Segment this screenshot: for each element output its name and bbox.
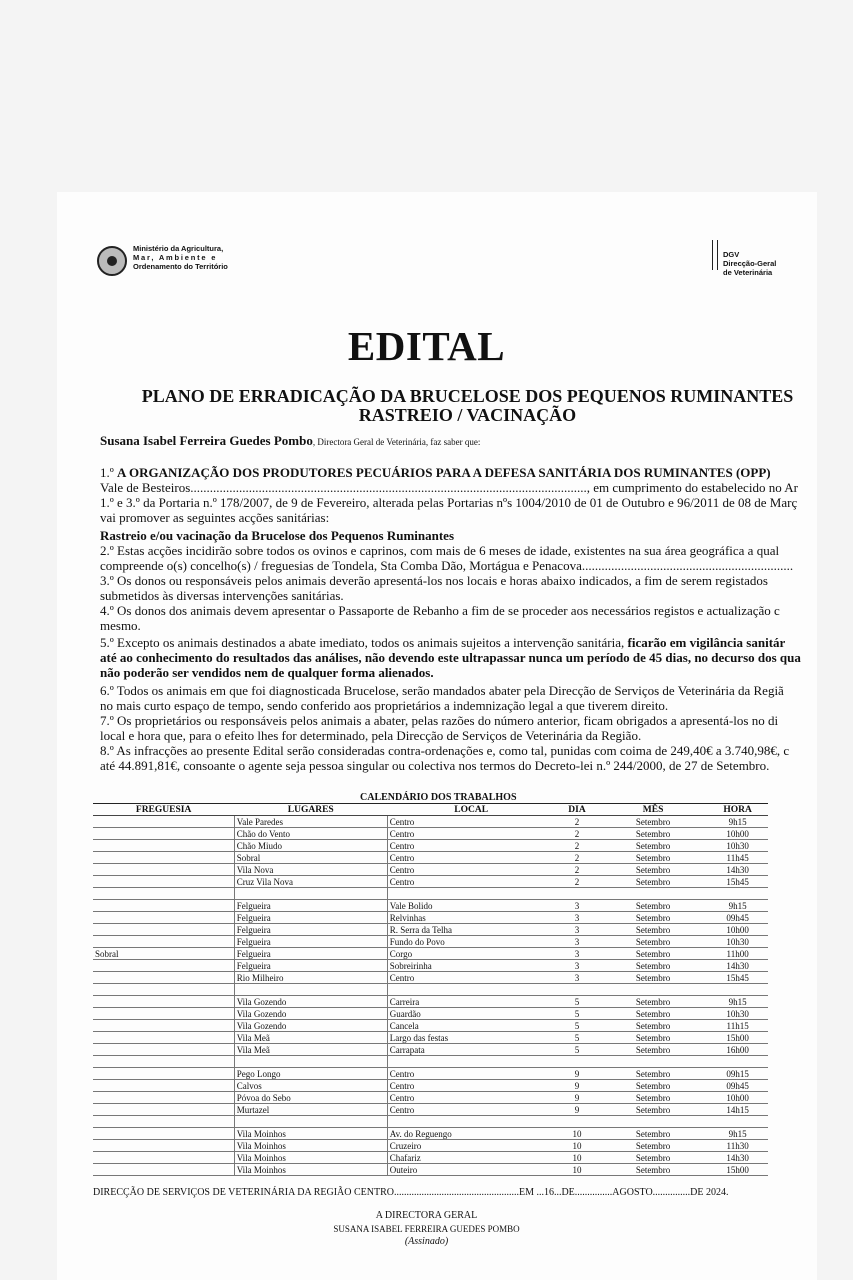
calendar-body xyxy=(93,816,768,1176)
cell-lugar xyxy=(234,1116,387,1128)
cell-dia: 9 xyxy=(555,1092,599,1104)
paragraph-6-line-2: no mais curto espaço de tempo, sendo conferido aos proprietários a indemnização legal a que tiverem direito. xyxy=(100,698,669,713)
table-row xyxy=(93,1092,768,1104)
cell-freguesia xyxy=(93,828,234,840)
cell-local: Centro xyxy=(387,852,555,864)
p1-organization: A ORGANIZAÇÃO DOS PRODUTORES PECUÁRIOS PARA A DEFESA SANITÁRIA DOS RUMINANTES (OPP) xyxy=(117,465,771,480)
cell-freguesia xyxy=(93,1044,234,1056)
cell-local: Centro xyxy=(387,972,555,984)
cell-freguesia xyxy=(93,888,234,900)
cell-local xyxy=(387,888,555,900)
cell-freguesia xyxy=(93,864,234,876)
dgv-line-3: de Veterinária xyxy=(723,268,773,277)
cell-freguesia xyxy=(93,1164,234,1176)
cell-dia: 3 xyxy=(555,948,599,960)
paragraph-3-line-2: submetidos às diversas intervenções sanitárias. xyxy=(100,588,344,603)
cell-local: Guardão xyxy=(387,1008,555,1020)
cell-lugar xyxy=(234,888,387,900)
cell-local: Centro xyxy=(387,828,555,840)
ministry-line-3: Ordenamento do Território xyxy=(133,262,228,271)
cell-hora: 9h15 xyxy=(707,900,768,912)
cell-local: Cruzeiro xyxy=(387,1140,555,1152)
cell-freguesia xyxy=(93,876,234,888)
section-heading: Rastreio e/ou vacinação da Brucelose dos Pequenos Ruminantes xyxy=(100,528,455,543)
cell-freguesia xyxy=(93,972,234,984)
cell-mes: Setembro xyxy=(599,828,707,840)
cell-hora: 11h15 xyxy=(707,1020,768,1032)
cell-dia: 5 xyxy=(555,1044,599,1056)
cell-freguesia xyxy=(93,1092,234,1104)
cell-freguesia xyxy=(93,984,234,996)
cell-mes: Setembro xyxy=(599,1032,707,1044)
cell-local: Cancela xyxy=(387,1020,555,1032)
cell-local: R. Serra da Telha xyxy=(387,924,555,936)
cell-local: Centro xyxy=(387,1092,555,1104)
cell-local: Av. do Reguengo xyxy=(387,1128,555,1140)
cell-freguesia xyxy=(93,1116,234,1128)
cell-local: Carrapata xyxy=(387,1044,555,1056)
table-row xyxy=(93,1068,768,1080)
cell-freguesia xyxy=(93,1020,234,1032)
cell-local: Centro xyxy=(387,1104,555,1116)
table-row xyxy=(93,972,768,984)
table-row xyxy=(93,948,768,960)
paragraph-7-line-1: 7.º Os proprietários ou responsáveis pelos animais a abater, pelas razões do número anterior, ficam obrigados a apresentá-los no di xyxy=(100,713,779,728)
cell-lugar: Vale Paredes xyxy=(234,816,387,828)
cell-mes: Setembro xyxy=(599,1068,707,1080)
table-row xyxy=(93,1164,768,1176)
cell-local: Centro xyxy=(387,840,555,852)
table-row xyxy=(93,900,768,912)
cell-lugar: Felgueira xyxy=(234,912,387,924)
cell-dia: 3 xyxy=(555,900,599,912)
cell-freguesia: Sobral xyxy=(93,948,234,960)
paragraph-8-line-1: 8.º As infracções ao presente Edital serão consideradas contra-ordenações e, como tal, punidas com coima de 249,40€ a 3.740,98€, c xyxy=(100,743,790,758)
cell-hora xyxy=(707,984,768,996)
table-row xyxy=(93,840,768,852)
cell-lugar: Vila Meã xyxy=(234,1044,387,1056)
cell-dia: 3 xyxy=(555,924,599,936)
table-row xyxy=(93,828,768,840)
cell-mes: Setembro xyxy=(599,1092,707,1104)
cell-dia: 10 xyxy=(555,1140,599,1152)
cell-lugar: Póvoa do Sebo xyxy=(234,1092,387,1104)
cell-mes: Setembro xyxy=(599,936,707,948)
cell-hora: 9h15 xyxy=(707,1128,768,1140)
cell-lugar: Vila Moinhos xyxy=(234,1140,387,1152)
cell-hora: 15h00 xyxy=(707,1164,768,1176)
cell-hora: 15h45 xyxy=(707,876,768,888)
cell-lugar xyxy=(234,1056,387,1068)
cell-lugar: Chão do Vento xyxy=(234,828,387,840)
cell-dia: 2 xyxy=(555,816,599,828)
cell-dia: 9 xyxy=(555,1068,599,1080)
cell-lugar: Murtazel xyxy=(234,1104,387,1116)
cell-hora: 16h00 xyxy=(707,1044,768,1056)
table-row xyxy=(93,816,768,828)
cell-hora: 10h00 xyxy=(707,924,768,936)
cell-hora xyxy=(707,1116,768,1128)
cell-mes: Setembro xyxy=(599,1044,707,1056)
paragraph-1-line-3: 1.º e 3.º da Portaria n.º 178/2007, de 9 de Fevereiro, alterada pelas Portarias nºs 1004/2010 de 01 de Outubro e 96/2011 de 08 de Març xyxy=(100,495,798,510)
intro-rest: , Directora Geral de Veterinária, faz saber que: xyxy=(312,437,481,447)
cell-dia xyxy=(555,1116,599,1128)
subtitle-2: RASTREIO / VACINAÇÃO xyxy=(358,405,577,425)
paragraph-3-line-1: 3.º Os donos ou responsáveis pelos animais deverão apresentá-los nos locais e horas abaixo indicados, a fim de serem registados xyxy=(100,573,768,588)
cell-local: Centro xyxy=(387,1080,555,1092)
cell-local xyxy=(387,1116,555,1128)
government-seal-icon xyxy=(97,246,127,276)
cell-mes: Setembro xyxy=(599,840,707,852)
table-row xyxy=(93,1140,768,1152)
col-local: LOCAL xyxy=(387,804,555,816)
dgv-header xyxy=(723,250,776,277)
cell-dia: 9 xyxy=(555,1080,599,1092)
cell-hora: 15h00 xyxy=(707,1032,768,1044)
cell-dia: 10 xyxy=(555,1128,599,1140)
paragraph-4-line-1: 4.º Os donos dos animais devem apresentar o Passaporte de Rebanho a fim de se proceder aos necessários registos e actualização c xyxy=(100,603,780,618)
table-row xyxy=(93,936,768,948)
cell-local: Carreira xyxy=(387,996,555,1008)
cell-mes xyxy=(599,1056,707,1068)
cell-mes xyxy=(599,1116,707,1128)
cell-mes xyxy=(599,888,707,900)
cell-mes: Setembro xyxy=(599,924,707,936)
cell-lugar: Cruz Vila Nova xyxy=(234,876,387,888)
ministry-line-1: Ministério da Agricultura, xyxy=(133,244,224,253)
cell-freguesia xyxy=(93,1140,234,1152)
cell-freguesia xyxy=(93,1032,234,1044)
cell-freguesia xyxy=(93,912,234,924)
cell-local: Largo das festas xyxy=(387,1032,555,1044)
table-row xyxy=(93,1032,768,1044)
cell-freguesia xyxy=(93,1068,234,1080)
cell-mes: Setembro xyxy=(599,996,707,1008)
dgv-logo-icon xyxy=(712,240,718,270)
paragraph-4-line-2: mesmo. xyxy=(100,618,141,633)
cell-lugar: Calvos xyxy=(234,1080,387,1092)
paragraph-6-line-1: 6.º Todos os animais em que foi diagnosticada Brucelose, serão mandados abater pela Direcção de Serviços de Veterinária da Regiã xyxy=(100,683,784,698)
cell-dia: 3 xyxy=(555,936,599,948)
cell-hora: 10h00 xyxy=(707,1092,768,1104)
cell-lugar: Sobral xyxy=(234,852,387,864)
cell-dia: 3 xyxy=(555,960,599,972)
cell-freguesia xyxy=(93,1080,234,1092)
ministry-header xyxy=(133,244,228,271)
cell-mes: Setembro xyxy=(599,852,707,864)
cell-mes xyxy=(599,984,707,996)
cell-hora: 14h30 xyxy=(707,960,768,972)
table-row xyxy=(93,984,768,996)
cell-lugar: Rio Milheiro xyxy=(234,972,387,984)
ministry-line-2: Mar, Ambiente e xyxy=(133,253,218,262)
cell-hora xyxy=(707,888,768,900)
cell-local: Centro xyxy=(387,1068,555,1080)
cell-freguesia xyxy=(93,924,234,936)
table-row xyxy=(93,1020,768,1032)
cell-hora: 11h45 xyxy=(707,852,768,864)
cell-mes: Setembro xyxy=(599,972,707,984)
cell-freguesia xyxy=(93,1056,234,1068)
table-row xyxy=(93,1116,768,1128)
cell-lugar: Vila Moinhos xyxy=(234,1128,387,1140)
cell-mes: Setembro xyxy=(599,876,707,888)
paragraph-1-line-1 xyxy=(100,466,771,480)
table-row xyxy=(93,1152,768,1164)
cell-lugar: Chão Miudo xyxy=(234,840,387,852)
cell-mes: Setembro xyxy=(599,1104,707,1116)
cell-hora: 15h45 xyxy=(707,972,768,984)
cell-dia xyxy=(555,1056,599,1068)
cell-lugar: Vila Gozendo xyxy=(234,996,387,1008)
cell-local: Sobreirinha xyxy=(387,960,555,972)
cell-hora: 9h15 xyxy=(707,816,768,828)
cell-dia: 5 xyxy=(555,1020,599,1032)
cell-mes: Setembro xyxy=(599,1152,707,1164)
cell-local: Outeiro xyxy=(387,1164,555,1176)
table-row xyxy=(93,960,768,972)
cell-freguesia xyxy=(93,852,234,864)
cell-hora: 09h45 xyxy=(707,1080,768,1092)
table-row xyxy=(93,888,768,900)
cell-freguesia xyxy=(93,996,234,1008)
calendar-table xyxy=(93,803,768,1176)
cell-freguesia xyxy=(93,960,234,972)
table-row xyxy=(93,1104,768,1116)
cell-lugar: Felgueira xyxy=(234,924,387,936)
cell-dia: 10 xyxy=(555,1164,599,1176)
cell-dia: 5 xyxy=(555,1032,599,1044)
paragraph-1-line-4: vai promover as seguintes acções sanitárias: xyxy=(100,510,330,525)
dgv-line-2: Direcção-Geral xyxy=(723,259,777,268)
paragraph-2-line-1: 2.º Estas acções incidirão sobre todos os ovinos e caprinos, com mais de 6 meses de idade, existentes na sua área geográfica a qual xyxy=(100,543,780,558)
cell-hora: 10h00 xyxy=(707,828,768,840)
col-hora: HORA xyxy=(707,804,768,816)
cell-lugar: Vila Meã xyxy=(234,1032,387,1044)
cell-dia: 9 xyxy=(555,1104,599,1116)
cell-freguesia xyxy=(93,1008,234,1020)
cell-mes: Setembro xyxy=(599,1164,707,1176)
cell-local: Relvinhas xyxy=(387,912,555,924)
cell-lugar: Pego Longo xyxy=(234,1068,387,1080)
director-name: Susana Isabel Ferreira Guedes Pombo xyxy=(100,433,313,448)
intro-line xyxy=(100,434,480,449)
cell-mes: Setembro xyxy=(599,900,707,912)
table-row xyxy=(93,912,768,924)
paragraph-5-line-1 xyxy=(100,636,785,650)
cell-freguesia xyxy=(93,900,234,912)
cell-dia: 3 xyxy=(555,972,599,984)
cell-local: Fundo do Povo xyxy=(387,936,555,948)
cell-dia: 2 xyxy=(555,852,599,864)
paragraph-7-line-2: local e hora que, para o efeito lhes for determinado, pela Direcção de Serviços de Veterinária da Região. xyxy=(100,728,642,743)
cell-dia: 2 xyxy=(555,828,599,840)
cell-freguesia xyxy=(93,1128,234,1140)
cell-lugar: Vila Moinhos xyxy=(234,1152,387,1164)
table-row xyxy=(93,924,768,936)
cell-hora: 09h45 xyxy=(707,912,768,924)
cell-dia xyxy=(555,888,599,900)
cell-mes: Setembro xyxy=(599,1140,707,1152)
cell-local: Centro xyxy=(387,816,555,828)
cell-hora: 10h30 xyxy=(707,936,768,948)
calendar-title: CALENDÁRIO DOS TRABALHOS xyxy=(360,792,517,803)
paragraph-5-line-3: não poderão ser vendidos nem de qualquer forma alienados. xyxy=(100,665,434,680)
cell-mes: Setembro xyxy=(599,816,707,828)
cell-freguesia xyxy=(93,1152,234,1164)
cell-mes: Setembro xyxy=(599,1020,707,1032)
cell-lugar: Vila Gozendo xyxy=(234,1008,387,1020)
table-row xyxy=(93,852,768,864)
p5-text: 5.º Excepto os animais destinados a abate imediato, todos os animais sujeitos a intervenção sanitária, xyxy=(100,635,628,650)
cell-freguesia xyxy=(93,936,234,948)
signature-title: A DIRECTORA GERAL xyxy=(375,1210,478,1221)
paragraph-1-line-2: Vale de Besteiros.........................................................................................................................., em cumprimento do estabelecido no Ar xyxy=(100,480,798,495)
cell-hora: 10h30 xyxy=(707,840,768,852)
calendar-header-row xyxy=(93,804,768,816)
paragraph-2-line-2: compreende o(s) concelho(s) / freguesias de Tondela, Sta Comba Dão, Mortágua e Penacova................................................................. xyxy=(100,558,794,573)
cell-hora: 14h30 xyxy=(707,864,768,876)
signature-note: (Assinado) xyxy=(404,1236,449,1247)
table-row xyxy=(93,876,768,888)
table-row xyxy=(93,1008,768,1020)
p1-number: 1.º xyxy=(100,465,118,480)
cell-dia: 2 xyxy=(555,876,599,888)
p5-bold-text: ficarão em vigilância sanitár xyxy=(627,635,786,650)
cell-lugar: Vila Gozendo xyxy=(234,1020,387,1032)
cell-mes: Setembro xyxy=(599,1008,707,1020)
cell-local xyxy=(387,1056,555,1068)
cell-mes: Setembro xyxy=(599,912,707,924)
cell-dia: 5 xyxy=(555,996,599,1008)
cell-mes: Setembro xyxy=(599,948,707,960)
table-row xyxy=(93,996,768,1008)
cell-local: Vale Bolido xyxy=(387,900,555,912)
cell-lugar: Felgueira xyxy=(234,936,387,948)
table-row xyxy=(93,1080,768,1092)
cell-mes: Setembro xyxy=(599,1128,707,1140)
cell-hora: 14h15 xyxy=(707,1104,768,1116)
cell-dia: 3 xyxy=(555,912,599,924)
col-dia: DIA xyxy=(555,804,599,816)
cell-lugar: Felgueira xyxy=(234,960,387,972)
cell-lugar: Felgueira xyxy=(234,900,387,912)
cell-local xyxy=(387,984,555,996)
cell-freguesia xyxy=(93,816,234,828)
cell-mes: Setembro xyxy=(599,1080,707,1092)
paragraph-5-line-2: até ao conhecimento do resultados das análises, não devendo este ultrapassar nunca um período de 45 dias, no decurso dos qua xyxy=(100,650,801,665)
col-mes: MÊS xyxy=(599,804,707,816)
table-row xyxy=(93,1056,768,1068)
cell-dia xyxy=(555,984,599,996)
subtitle-1: PLANO DE ERRADICAÇÃO DA BRUCELOSE DOS PEQUENOS RUMINANTES xyxy=(141,386,794,406)
cell-hora: 11h00 xyxy=(707,948,768,960)
page-title: EDITAL xyxy=(347,323,506,369)
cell-lugar xyxy=(234,984,387,996)
cell-dia: 10 xyxy=(555,1152,599,1164)
cell-dia: 5 xyxy=(555,1008,599,1020)
table-row xyxy=(93,1044,768,1056)
cell-hora: 9h15 xyxy=(707,996,768,1008)
table-row xyxy=(93,1128,768,1140)
cell-local: Corgo xyxy=(387,948,555,960)
paragraph-8-line-2: até 44.891,81€, consoante o agente seja pessoa singular ou colectiva nos termos do Decreto-lei n.º 244/2000, de 27 de Setembro. xyxy=(100,758,770,773)
cell-hora xyxy=(707,1056,768,1068)
cell-freguesia xyxy=(93,840,234,852)
cell-hora: 14h30 xyxy=(707,1152,768,1164)
cell-lugar: Vila Nova xyxy=(234,864,387,876)
cell-local: Centro xyxy=(387,876,555,888)
cell-hora: 09h15 xyxy=(707,1068,768,1080)
table-row xyxy=(93,864,768,876)
cell-lugar: Felgueira xyxy=(234,948,387,960)
col-lugares: LUGARES xyxy=(234,804,387,816)
cell-lugar: Vila Moinhos xyxy=(234,1164,387,1176)
col-freguesia: FREGUESIA xyxy=(93,804,234,816)
cell-mes: Setembro xyxy=(599,960,707,972)
cell-hora: 10h30 xyxy=(707,1008,768,1020)
cell-dia: 2 xyxy=(555,840,599,852)
cell-mes: Setembro xyxy=(599,864,707,876)
footer-line: DIRECÇÃO DE SERVIÇOS DE VETERINÁRIA DA REGIÃO CENTRO..................................................EM ...16...DE...............AGOSTO...............DE 2024. xyxy=(93,1187,729,1198)
cell-freguesia xyxy=(93,1104,234,1116)
dgv-line-1: DGV xyxy=(723,250,740,259)
cell-dia: 2 xyxy=(555,864,599,876)
cell-hora: 11h30 xyxy=(707,1140,768,1152)
signature-name: SUSANA ISABEL FERREIRA GUEDES POMBO xyxy=(333,1224,520,1234)
cell-local: Centro xyxy=(387,864,555,876)
cell-local: Chafariz xyxy=(387,1152,555,1164)
